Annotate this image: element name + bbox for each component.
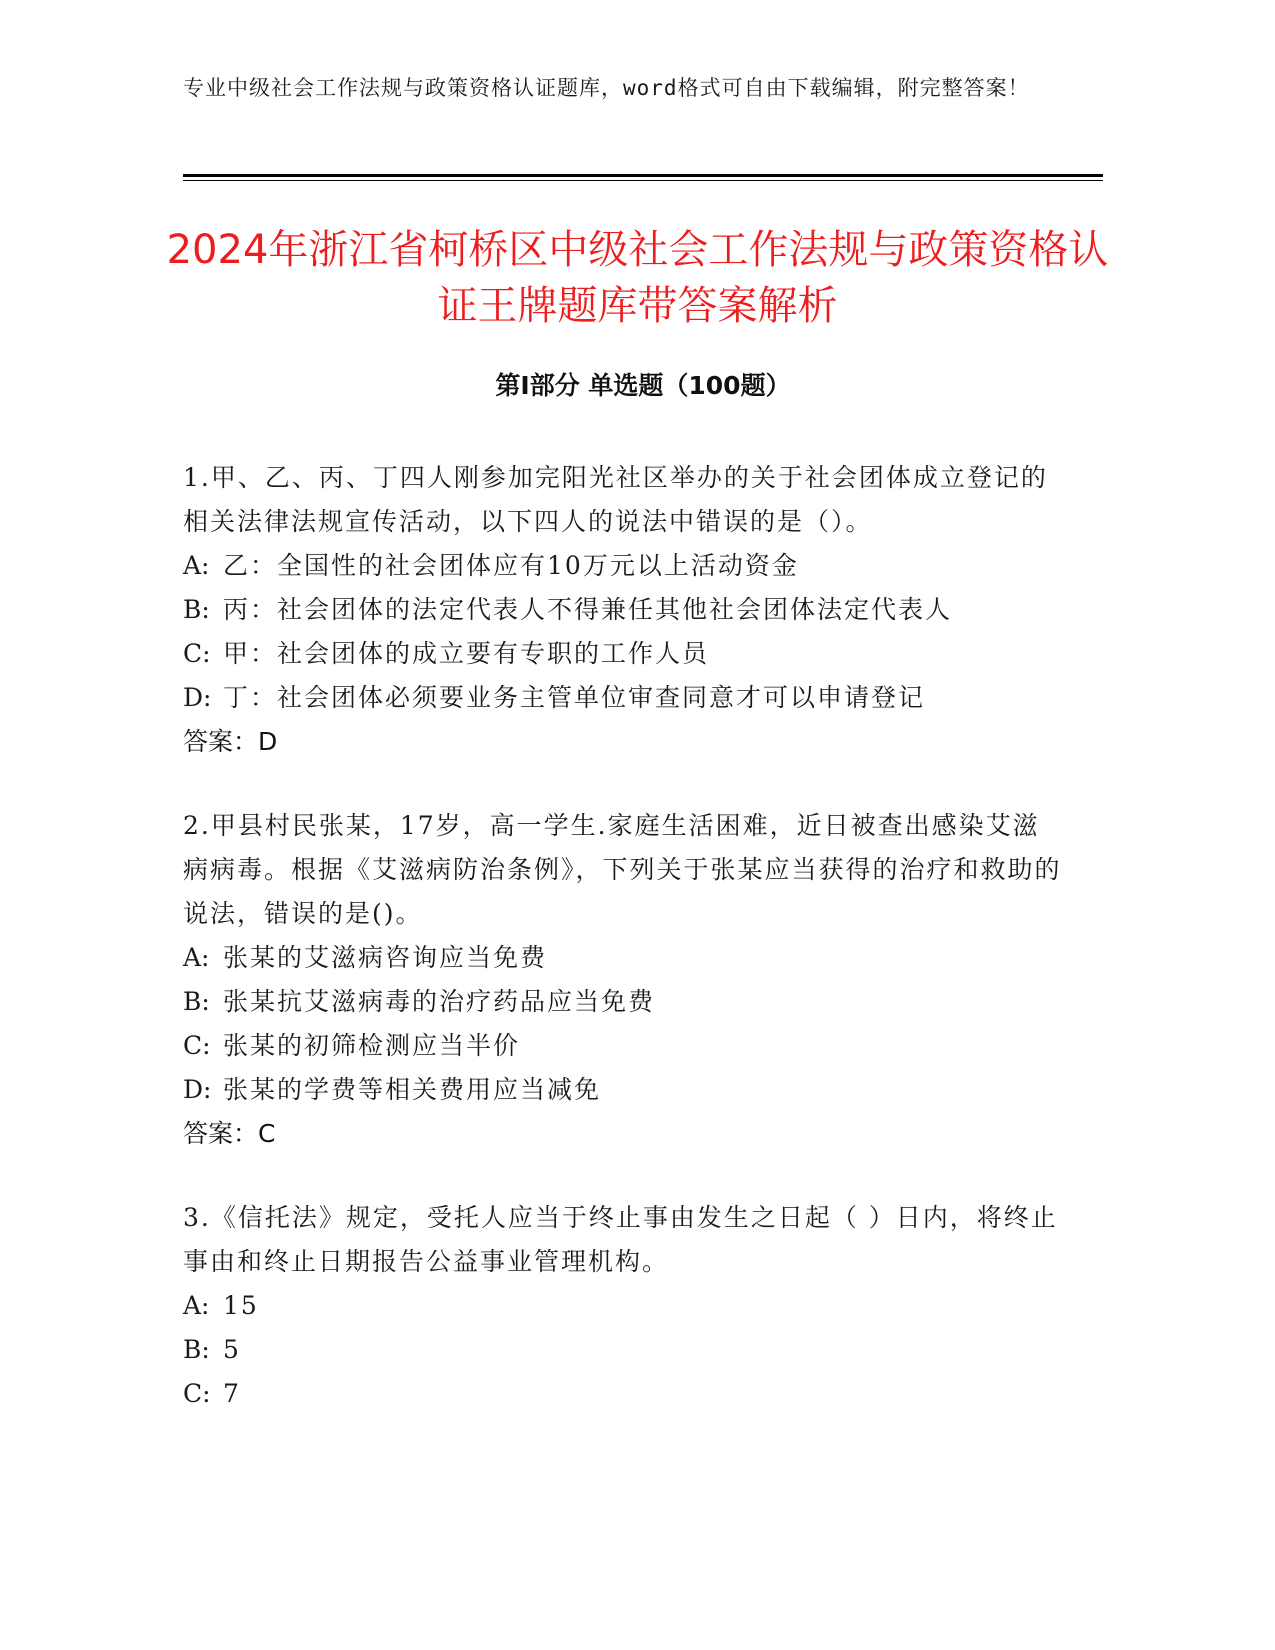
- header-divider-thin: [183, 180, 1103, 181]
- option-b: [183, 1328, 1063, 1372]
- option-text: 15: [223, 1291, 259, 1320]
- option-letter: D:: [183, 683, 212, 712]
- answer-label: 答案：C: [183, 1119, 276, 1148]
- option-letter: C:: [183, 1379, 211, 1408]
- option-text: 张某的学费等相关费用应当减免: [223, 1075, 602, 1104]
- option-d: [183, 676, 1063, 720]
- option-letter: B:: [183, 1335, 210, 1364]
- option-text: 甲：社会团体的成立要有专职的工作人员: [223, 639, 710, 668]
- option-c: [183, 1024, 1063, 1068]
- question-2: [183, 804, 1063, 1156]
- option-text: 乙：全国性的社会团体应有10万元以上活动资金: [223, 551, 799, 580]
- question-1: [183, 456, 1063, 764]
- option-b: [183, 980, 1063, 1024]
- answer-label: 答案：D: [183, 727, 278, 756]
- option-text: 7: [223, 1379, 241, 1408]
- option-d: [183, 1068, 1063, 1112]
- header-note: 专业中级社会工作法规与政策资格认证题库，word格式可自由下载编辑，附完整答案！: [183, 76, 1030, 100]
- option-letter: B:: [183, 595, 210, 624]
- option-c: [183, 632, 1063, 676]
- option-letter: B:: [183, 987, 210, 1016]
- question-stem: 3.《信托法》规定，受托人应当于终止事由发生之日起（ ）日内，将终止事由和终止日期报告公益事业管理机构。: [183, 1203, 1058, 1276]
- option-letter: A:: [183, 1291, 210, 1320]
- option-c: [183, 1372, 1063, 1416]
- option-text: 张某的艾滋病咨询应当免费: [223, 943, 548, 972]
- option-a: [183, 544, 1063, 588]
- document-title: 2024年浙江省柯桥区中级社会工作法规与政策资格认证王牌题库带答案解析: [166, 227, 1109, 329]
- section-title: 第Ⅰ部分 单选题（100题）: [495, 371, 791, 400]
- option-text: 丙：社会团体的法定代表人不得兼任其他社会团体法定代表人: [223, 595, 953, 624]
- option-letter: C:: [183, 1031, 211, 1060]
- option-text: 张某的初筛检测应当半价: [223, 1031, 521, 1060]
- option-text: 丁：社会团体必须要业务主管单位审查同意才可以申请登记: [223, 683, 926, 712]
- option-letter: D:: [183, 1075, 212, 1104]
- option-letter: C:: [183, 639, 211, 668]
- question-stem: 1.甲、乙、丙、丁四人刚参加完阳光社区举办的关于社会团体成立登记的相关法律法规宣传活动，以下四人的说法中错误的是（）。: [183, 463, 1048, 536]
- question-3: [183, 1196, 1063, 1416]
- question-stem: 2.甲县村民张某，17岁，高一学生.家庭生活困难，近日被查出感染艾滋病病毒。根据《艾滋病防治条例》，下列关于张某应当获得的治疗和救助的说法，错误的是()。: [183, 811, 1062, 928]
- option-a: [183, 1284, 1063, 1328]
- option-text: 5: [223, 1335, 241, 1364]
- option-letter: A:: [183, 943, 210, 972]
- option-b: [183, 588, 1063, 632]
- option-text: 张某抗艾滋病毒的治疗药品应当免费: [223, 987, 656, 1016]
- option-a: [183, 936, 1063, 980]
- header-divider-thick: [183, 174, 1103, 177]
- option-letter: A:: [183, 551, 210, 580]
